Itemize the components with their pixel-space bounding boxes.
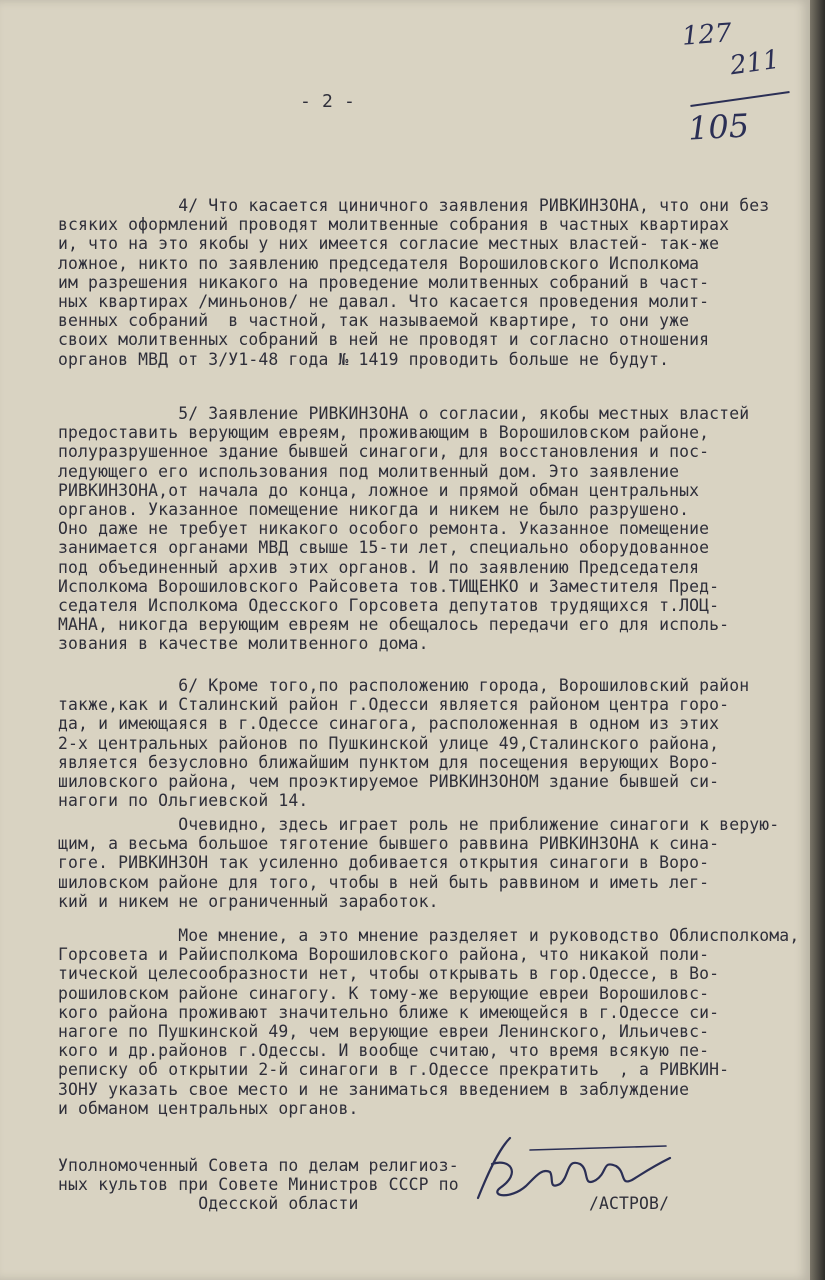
archive-number-sub: 211	[728, 44, 782, 82]
paragraph-5: 5/ Заявление РИВКИНЗОНА о согласии, якобы местных властей предоставить верующим евреям, проживающим в Ворошиловском районе, полуразрушенное здание бывшей синагоги, для восстановления и пос- ледующего его использования под молитвенный дом. Это заявление РИВКИНЗОНА,от начала до конца, ложное и прямой обман центральных органов. Указанное помещение никогда и никем не было разрушено. Оно даже не требует никакого особого ремонта. Указанное помещение занимается органами МВД свыше 15-ти лет, специально оборудованное под объединенный архив этих органов. И по заявлению Председателя Исполкома Ворошиловского Райсовета тов.ТИЩЕНКО и Заместителя Пред- седателя Исполкома Одесского Горсовета депутатов трудящихся т.ЛОЦ- МАНА, никогда верующим евреям не обещалось передачи его для исполь- зования в качестве молитвенного дома.	[58, 404, 750, 654]
page-number: - 2 -	[300, 91, 355, 112]
paragraph-conclusion: Мое мнение, а это мнение разделяет и руководство Облисполкома, Горсовета и Райисполкома Ворошиловского района, что никакой поли- тической целесообразности нет, чтобы открывать в гор.Одессе, в Во- рошиловском районе синагогу. К тому-же верующие евреи Ворошиловс- кого района проживают значительно ближе к имеющейся в г.Одессе си- нагоге по Пушкинской 49, чем верующие евреи Ленинского, Ильичевс- кого и др.районов г.Одессы. И вообще считаю, что время всякую пе- реписку об открытии 2-й синагоги в г.Одессе прекратить , а РИВКИН- ЗОНУ указать свое место и не заниматься введением в заблуждение и обманом центральных органов.	[58, 926, 800, 1118]
archive-number-top: 127	[681, 18, 733, 52]
paragraph-6-continuation: Очевидно, здесь играет роль не приближение синагоги к верую- щим, а весьма большое тяготение бывшего раввина РИВКИНЗОНА к сина- гоге. РИВКИНЗОН так усиленно добивается открытия синагоги в Воро- шиловском районе для того, чтобы в ней быть раввином и иметь лег- кий и никем не ограниченный заработок.	[58, 815, 780, 911]
archive-number-bottom: 105	[687, 106, 751, 148]
page-edge-shadow	[810, 0, 825, 1280]
handwritten-signature	[470, 1128, 680, 1218]
paragraph-6: 6/ Кроме того,по расположению города, Ворошиловский район также,как и Сталинский район г.Одесси является районом центра горо- да, и имеющаяся в г.Одессе синагога, расположенная в одном из этих 2-х центральных районов по Пушкинской улице 49,Сталинского района, является безусловно ближайшим пунктом для посещения верующих Воро- шиловского района, чем проэктируемое РИВКИНЗОНОМ здание бывшей си- нагоги по Ольгиевской 14.	[58, 676, 750, 811]
archive-rule-line	[690, 91, 789, 107]
paragraph-4: 4/ Что касается циничного заявления РИВКИНЗОНА, что они без всяких оформлений проводят молитвенные собрания в частных квартирах и, что на это якобы у них имеется согласие местных властей- так-же ложное, никто по заявлению председателя Ворошиловского Исполкома им разрешения никакого на проведение молитвенных собраний в част- ных квартирах /миньонов/ не давал. Что касается проведения молит- венных собраний в частной, так называемой квартире, то они уже своих молитвенных собраний в ней не проводят и согласно отношения органов МВД от 3/У1-48 года № 1419 проводить больше не будут.	[58, 196, 770, 369]
signature-block: Уполномоченный Совета по делам религиоз- ных культов при Совете Министров СССР по Одесской области /АСТРОВ/	[58, 1156, 670, 1214]
